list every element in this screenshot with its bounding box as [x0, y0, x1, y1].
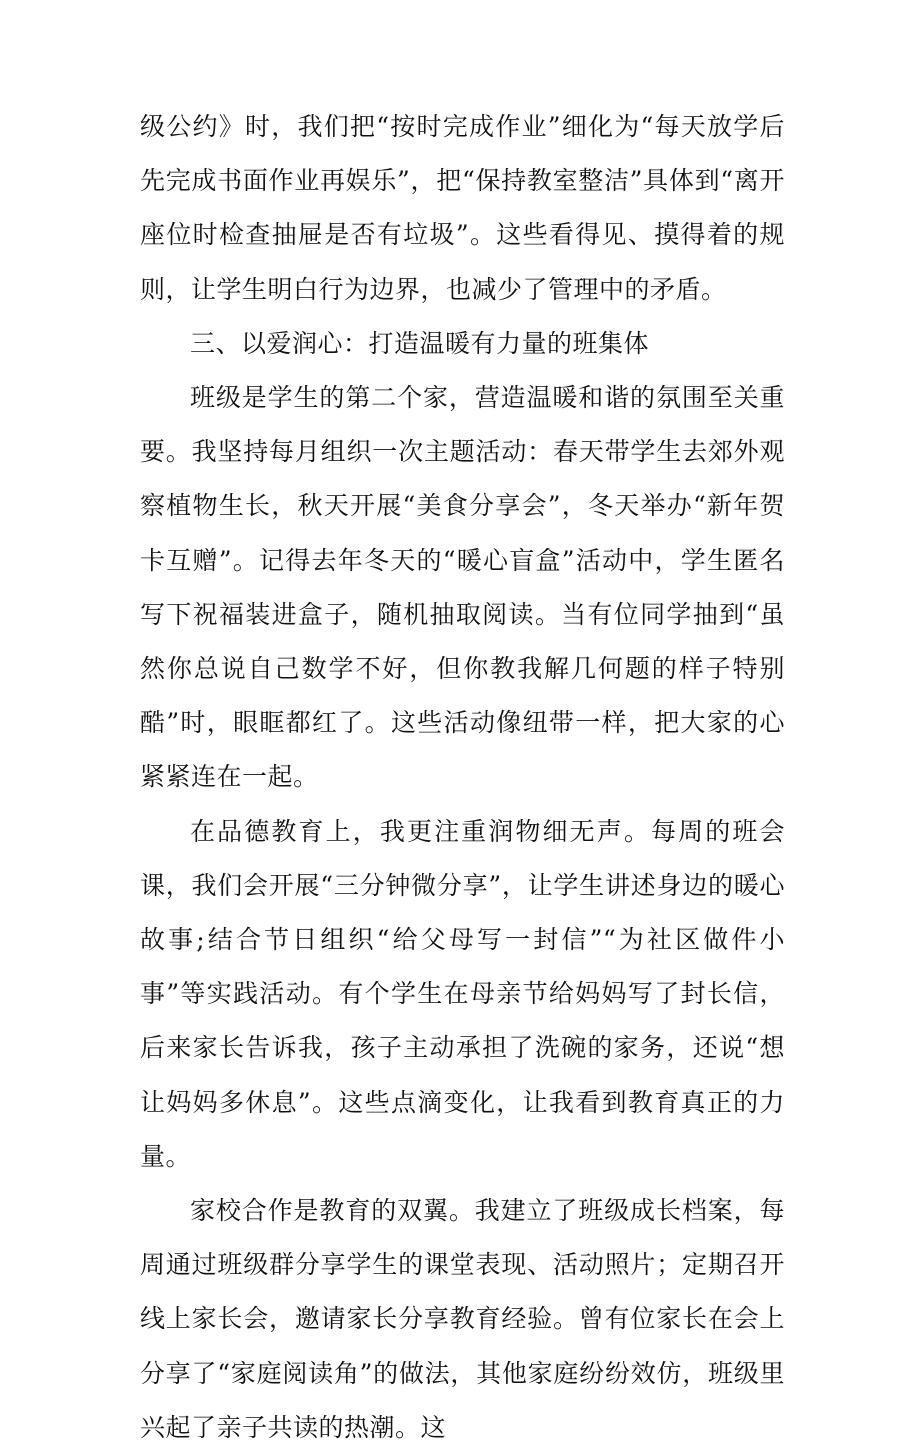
- section-heading: 三、以爱润心：打造温暖有力量的班集体: [190, 328, 650, 358]
- paragraph-moral-education: 在品德教育上，我更注重润物细无声。每周的班会课，我们会开展“三分钟微分享”，让学生讲述身边的暖心故事;结合节日组织“给父母写一封信”“为社区做件小事”等实践活动。有个学生在母亲节给妈妈写了封长信，后来家长告诉我，孩子主动承担了洗碗的家务，还说“想让妈妈多休息”。这些点滴变化，让我看到教育真正的力量。: [140, 816, 785, 1171]
- document-body: [140, 100, 785, 1455]
- paragraph-continued: 级公约》时，我们把“按时完成作业”细化为“每天放学后先完成书面作业再娱乐”，把“保持教室整洁”具体到“离开座位时检查抽屉是否有垃圾”。这些看得见、摸得着的规则，让学生明白行为边界，也减少了管理中的矛盾。: [140, 112, 785, 304]
- paragraph-home-school-cooperation: 家校合作是教育的双翼。我建立了班级成长档案，每周通过班级群分享学生的课堂表现、活动照片；定期召开线上家长会，邀请家长分享教育经验。曾有位家长在会上分享了“家庭阅读角”的做法，其他家庭纷纷效仿，班级里兴起了亲子共读的热潮。这: [140, 1196, 785, 1442]
- paragraph-class-atmosphere: 班级是学生的第二个家，营造温暖和谐的氛围至关重要。我坚持每月组织一次主题活动：春天带学生去郊外观察植物生长，秋天开展“美食分享会”，冬天举办“新年贺卡互赠”。记得去年冬天的“暖心盲盒”活动中，学生匿名写下祝福装进盒子，随机抽取阅读。当有位同学抽到“虽然你总说自己数学不好，但你教我解几何题的样子特别酷”时，眼眶都红了。这些活动像纽带一样，把大家的心紧紧连在一起。: [140, 383, 785, 792]
